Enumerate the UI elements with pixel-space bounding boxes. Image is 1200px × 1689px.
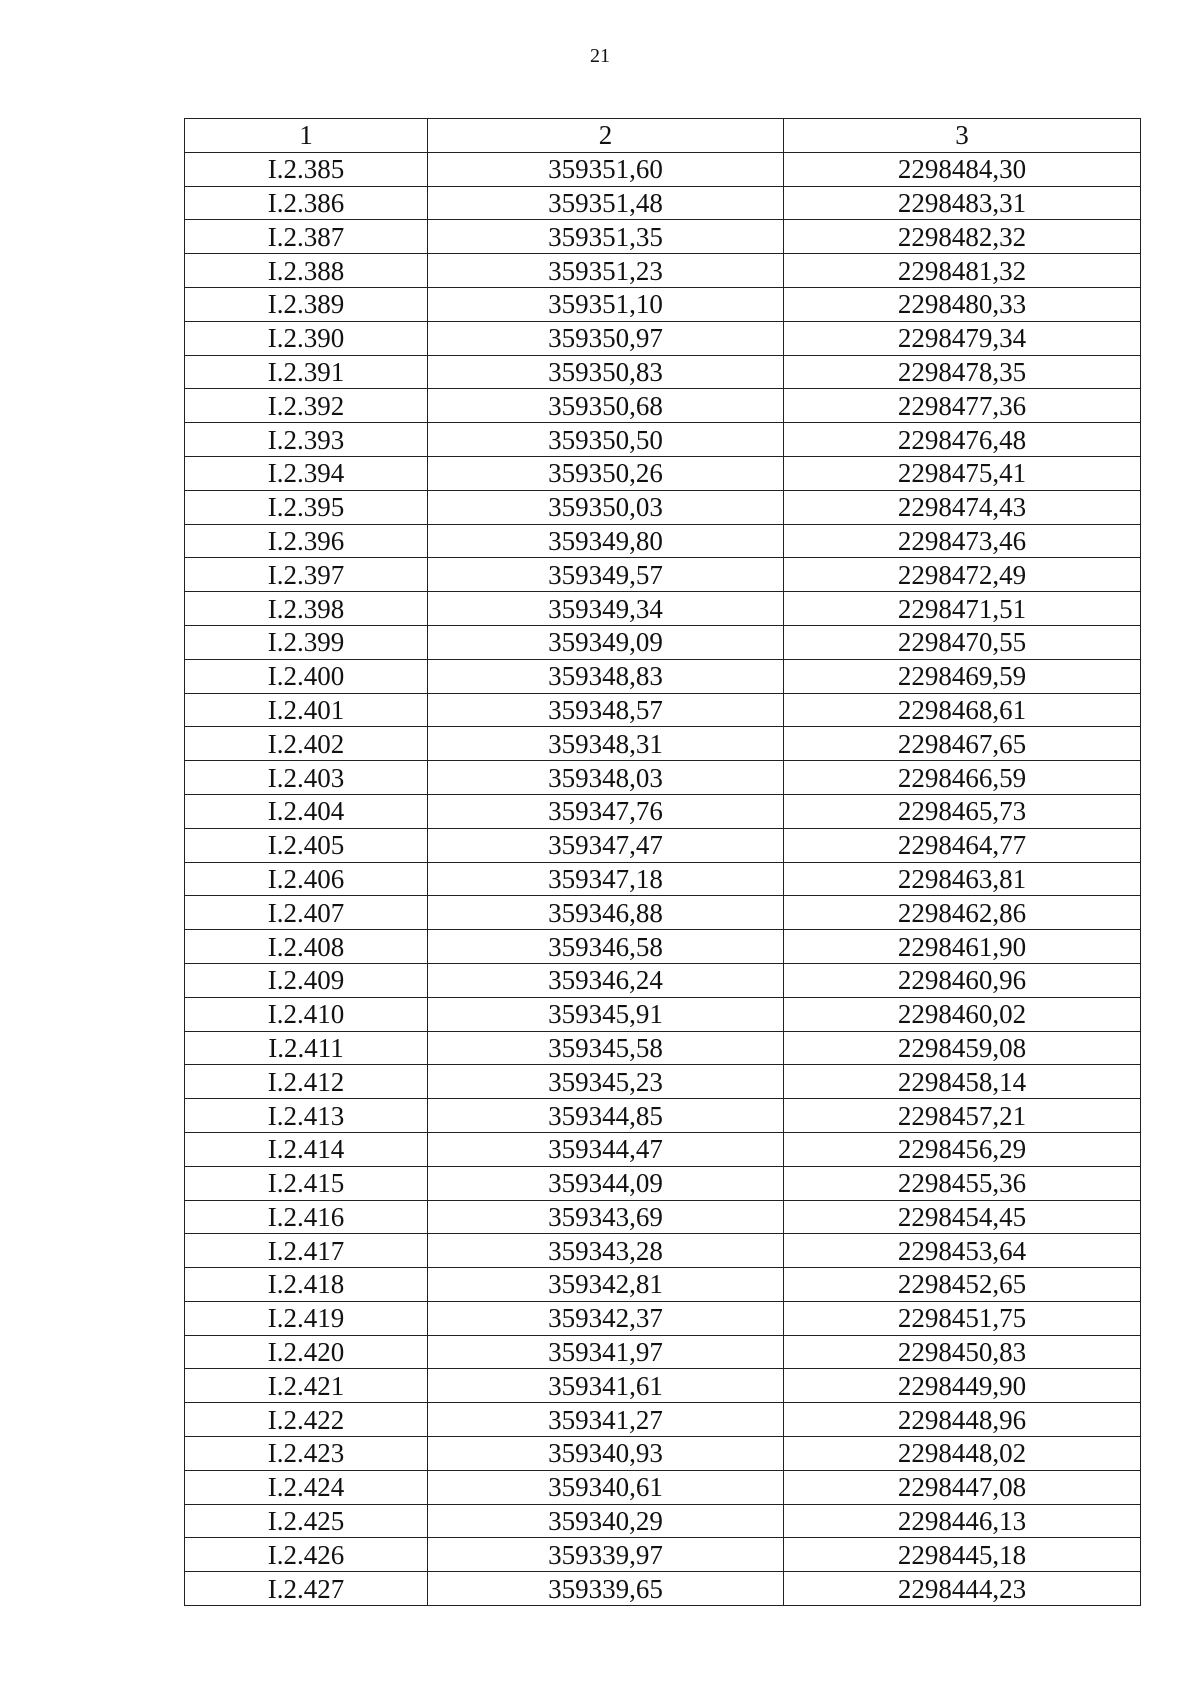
coordinate-x-cell: 359347,18 bbox=[428, 862, 784, 896]
table-row bbox=[185, 592, 1141, 626]
coordinate-y-cell: 2298457,21 bbox=[784, 1099, 1141, 1133]
coordinate-y-cell: 2298480,33 bbox=[784, 287, 1141, 321]
table-row bbox=[185, 456, 1141, 490]
point-id-cell: I.2.409 bbox=[185, 963, 428, 997]
coordinate-y-cell: 2298465,73 bbox=[784, 794, 1141, 828]
point-id-cell: I.2.393 bbox=[185, 423, 428, 457]
point-id-cell: I.2.396 bbox=[185, 524, 428, 558]
table-body bbox=[185, 152, 1141, 1605]
point-id-cell: I.2.390 bbox=[185, 321, 428, 355]
coordinate-x-cell: 359349,80 bbox=[428, 524, 784, 558]
coordinate-y-cell: 2298475,41 bbox=[784, 456, 1141, 490]
coordinate-x-cell: 359343,69 bbox=[428, 1200, 784, 1234]
coordinates-table bbox=[184, 118, 1141, 1606]
table-row bbox=[185, 997, 1141, 1031]
coordinate-x-cell: 359340,61 bbox=[428, 1470, 784, 1504]
table-row bbox=[185, 1166, 1141, 1200]
table-row bbox=[185, 1234, 1141, 1268]
table-row bbox=[185, 693, 1141, 727]
coordinate-x-cell: 359345,58 bbox=[428, 1031, 784, 1065]
coordinate-y-cell: 2298464,77 bbox=[784, 828, 1141, 862]
coordinate-x-cell: 359350,26 bbox=[428, 456, 784, 490]
point-id-cell: I.2.407 bbox=[185, 896, 428, 930]
table-header-row bbox=[185, 119, 1141, 153]
point-id-cell: I.2.421 bbox=[185, 1369, 428, 1403]
table-row bbox=[185, 1504, 1141, 1538]
table-row bbox=[185, 220, 1141, 254]
coordinate-y-cell: 2298445,18 bbox=[784, 1538, 1141, 1572]
point-id-cell: I.2.401 bbox=[185, 693, 428, 727]
coordinate-x-cell: 359349,09 bbox=[428, 625, 784, 659]
point-id-cell: I.2.398 bbox=[185, 592, 428, 626]
coordinate-y-cell: 2298451,75 bbox=[784, 1301, 1141, 1335]
table-row bbox=[185, 659, 1141, 693]
point-id-cell: I.2.392 bbox=[185, 389, 428, 423]
coordinate-y-cell: 2298444,23 bbox=[784, 1572, 1141, 1606]
point-id-cell: I.2.408 bbox=[185, 930, 428, 964]
table-row bbox=[185, 862, 1141, 896]
table-row bbox=[185, 389, 1141, 423]
table-row bbox=[185, 558, 1141, 592]
coordinate-y-cell: 2298471,51 bbox=[784, 592, 1141, 626]
coordinate-y-cell: 2298484,30 bbox=[784, 152, 1141, 186]
coordinate-y-cell: 2298462,86 bbox=[784, 896, 1141, 930]
table-row bbox=[185, 1470, 1141, 1504]
point-id-cell: I.2.403 bbox=[185, 761, 428, 795]
coordinate-y-cell: 2298450,83 bbox=[784, 1335, 1141, 1369]
point-id-cell: I.2.410 bbox=[185, 997, 428, 1031]
coordinate-y-cell: 2298449,90 bbox=[784, 1369, 1141, 1403]
point-id-cell: I.2.419 bbox=[185, 1301, 428, 1335]
coordinate-x-cell: 359341,27 bbox=[428, 1403, 784, 1437]
point-id-cell: I.2.386 bbox=[185, 186, 428, 220]
point-id-cell: I.2.418 bbox=[185, 1268, 428, 1302]
column-header-2: 2 bbox=[428, 119, 784, 153]
table-row bbox=[185, 254, 1141, 288]
point-id-cell: I.2.415 bbox=[185, 1166, 428, 1200]
point-id-cell: I.2.395 bbox=[185, 490, 428, 524]
coordinate-x-cell: 359340,29 bbox=[428, 1504, 784, 1538]
coordinate-y-cell: 2298461,90 bbox=[784, 930, 1141, 964]
table-row bbox=[185, 321, 1141, 355]
table-row bbox=[185, 1538, 1141, 1572]
table-row bbox=[185, 963, 1141, 997]
coordinate-x-cell: 359342,37 bbox=[428, 1301, 784, 1335]
coordinate-x-cell: 359345,91 bbox=[428, 997, 784, 1031]
coordinate-x-cell: 359342,81 bbox=[428, 1268, 784, 1302]
table-row bbox=[185, 1200, 1141, 1234]
coordinate-x-cell: 359349,57 bbox=[428, 558, 784, 592]
coordinate-y-cell: 2298448,02 bbox=[784, 1437, 1141, 1471]
table-row bbox=[185, 896, 1141, 930]
coordinate-y-cell: 2298452,65 bbox=[784, 1268, 1141, 1302]
table-row bbox=[185, 1031, 1141, 1065]
coordinate-y-cell: 2298482,32 bbox=[784, 220, 1141, 254]
coordinate-y-cell: 2298460,02 bbox=[784, 997, 1141, 1031]
point-id-cell: I.2.422 bbox=[185, 1403, 428, 1437]
coordinate-y-cell: 2298481,32 bbox=[784, 254, 1141, 288]
table-row bbox=[185, 1301, 1141, 1335]
coordinate-y-cell: 2298470,55 bbox=[784, 625, 1141, 659]
point-id-cell: I.2.412 bbox=[185, 1065, 428, 1099]
table-row bbox=[185, 727, 1141, 761]
coordinate-x-cell: 359350,83 bbox=[428, 355, 784, 389]
table-row bbox=[185, 1335, 1141, 1369]
coordinate-y-cell: 2298472,49 bbox=[784, 558, 1141, 592]
coordinate-y-cell: 2298473,46 bbox=[784, 524, 1141, 558]
coordinate-x-cell: 359339,97 bbox=[428, 1538, 784, 1572]
table-row bbox=[185, 625, 1141, 659]
table-row bbox=[185, 1437, 1141, 1471]
page-number: 21 bbox=[590, 45, 610, 67]
coordinate-y-cell: 2298460,96 bbox=[784, 963, 1141, 997]
table-row bbox=[185, 186, 1141, 220]
coordinate-y-cell: 2298458,14 bbox=[784, 1065, 1141, 1099]
coordinate-x-cell: 359347,47 bbox=[428, 828, 784, 862]
point-id-cell: I.2.385 bbox=[185, 152, 428, 186]
coordinate-x-cell: 359344,09 bbox=[428, 1166, 784, 1200]
point-id-cell: I.2.387 bbox=[185, 220, 428, 254]
coordinate-y-cell: 2298476,48 bbox=[784, 423, 1141, 457]
point-id-cell: I.2.405 bbox=[185, 828, 428, 862]
point-id-cell: I.2.399 bbox=[185, 625, 428, 659]
table-row bbox=[185, 1132, 1141, 1166]
point-id-cell: I.2.391 bbox=[185, 355, 428, 389]
coordinate-x-cell: 359351,48 bbox=[428, 186, 784, 220]
table-row bbox=[185, 930, 1141, 964]
coordinate-x-cell: 359346,24 bbox=[428, 963, 784, 997]
coordinate-x-cell: 359348,03 bbox=[428, 761, 784, 795]
coordinate-x-cell: 359350,50 bbox=[428, 423, 784, 457]
point-id-cell: I.2.389 bbox=[185, 287, 428, 321]
coordinate-x-cell: 359351,35 bbox=[428, 220, 784, 254]
coordinate-x-cell: 359343,28 bbox=[428, 1234, 784, 1268]
point-id-cell: I.2.406 bbox=[185, 862, 428, 896]
point-id-cell: I.2.416 bbox=[185, 1200, 428, 1234]
point-id-cell: I.2.413 bbox=[185, 1099, 428, 1133]
table-row bbox=[185, 355, 1141, 389]
table-row bbox=[185, 828, 1141, 862]
table-row bbox=[185, 1572, 1141, 1606]
column-header-3: 3 bbox=[784, 119, 1141, 153]
coordinate-y-cell: 2298478,35 bbox=[784, 355, 1141, 389]
coordinate-x-cell: 359344,47 bbox=[428, 1132, 784, 1166]
coordinate-y-cell: 2298479,34 bbox=[784, 321, 1141, 355]
table-row bbox=[185, 1403, 1141, 1437]
table-row bbox=[185, 1268, 1141, 1302]
coordinate-y-cell: 2298467,65 bbox=[784, 727, 1141, 761]
column-header-1: 1 bbox=[185, 119, 428, 153]
point-id-cell: I.2.420 bbox=[185, 1335, 428, 1369]
coordinate-x-cell: 359347,76 bbox=[428, 794, 784, 828]
point-id-cell: I.2.400 bbox=[185, 659, 428, 693]
point-id-cell: I.2.426 bbox=[185, 1538, 428, 1572]
point-id-cell: I.2.425 bbox=[185, 1504, 428, 1538]
point-id-cell: I.2.423 bbox=[185, 1437, 428, 1471]
coordinate-y-cell: 2298456,29 bbox=[784, 1132, 1141, 1166]
coordinate-x-cell: 359341,97 bbox=[428, 1335, 784, 1369]
coordinate-y-cell: 2298455,36 bbox=[784, 1166, 1141, 1200]
table-row bbox=[185, 287, 1141, 321]
point-id-cell: I.2.402 bbox=[185, 727, 428, 761]
coordinate-x-cell: 359349,34 bbox=[428, 592, 784, 626]
coordinate-y-cell: 2298459,08 bbox=[784, 1031, 1141, 1065]
coordinate-y-cell: 2298447,08 bbox=[784, 1470, 1141, 1504]
coordinate-y-cell: 2298477,36 bbox=[784, 389, 1141, 423]
point-id-cell: I.2.411 bbox=[185, 1031, 428, 1065]
point-id-cell: I.2.388 bbox=[185, 254, 428, 288]
table-row bbox=[185, 1099, 1141, 1133]
coordinate-x-cell: 359344,85 bbox=[428, 1099, 784, 1133]
table-row bbox=[185, 1369, 1141, 1403]
coordinate-y-cell: 2298454,45 bbox=[784, 1200, 1141, 1234]
coordinate-x-cell: 359346,58 bbox=[428, 930, 784, 964]
coordinate-x-cell: 359339,65 bbox=[428, 1572, 784, 1606]
table-row bbox=[185, 490, 1141, 524]
table-row bbox=[185, 761, 1141, 795]
table-row bbox=[185, 1065, 1141, 1099]
coordinate-y-cell: 2298446,13 bbox=[784, 1504, 1141, 1538]
table-row bbox=[185, 524, 1141, 558]
coordinate-x-cell: 359350,97 bbox=[428, 321, 784, 355]
table-row bbox=[185, 794, 1141, 828]
table-row bbox=[185, 423, 1141, 457]
coordinate-x-cell: 359351,23 bbox=[428, 254, 784, 288]
coordinate-x-cell: 359345,23 bbox=[428, 1065, 784, 1099]
coordinate-y-cell: 2298474,43 bbox=[784, 490, 1141, 524]
coordinate-y-cell: 2298453,64 bbox=[784, 1234, 1141, 1268]
coordinate-y-cell: 2298469,59 bbox=[784, 659, 1141, 693]
point-id-cell: I.2.394 bbox=[185, 456, 428, 490]
table-row bbox=[185, 152, 1141, 186]
coordinate-y-cell: 2298448,96 bbox=[784, 1403, 1141, 1437]
coordinate-x-cell: 359348,31 bbox=[428, 727, 784, 761]
point-id-cell: I.2.414 bbox=[185, 1132, 428, 1166]
coordinate-x-cell: 359348,57 bbox=[428, 693, 784, 727]
coordinate-y-cell: 2298468,61 bbox=[784, 693, 1141, 727]
coordinate-x-cell: 359351,60 bbox=[428, 152, 784, 186]
point-id-cell: I.2.424 bbox=[185, 1470, 428, 1504]
coordinate-x-cell: 359350,03 bbox=[428, 490, 784, 524]
coordinate-y-cell: 2298466,59 bbox=[784, 761, 1141, 795]
coordinate-y-cell: 2298483,31 bbox=[784, 186, 1141, 220]
coordinate-x-cell: 359340,93 bbox=[428, 1437, 784, 1471]
coordinate-x-cell: 359348,83 bbox=[428, 659, 784, 693]
point-id-cell: I.2.404 bbox=[185, 794, 428, 828]
coordinate-x-cell: 359350,68 bbox=[428, 389, 784, 423]
point-id-cell: I.2.417 bbox=[185, 1234, 428, 1268]
point-id-cell: I.2.397 bbox=[185, 558, 428, 592]
coordinate-x-cell: 359351,10 bbox=[428, 287, 784, 321]
coordinate-y-cell: 2298463,81 bbox=[784, 862, 1141, 896]
coordinate-x-cell: 359346,88 bbox=[428, 896, 784, 930]
coordinate-x-cell: 359341,61 bbox=[428, 1369, 784, 1403]
point-id-cell: I.2.427 bbox=[185, 1572, 428, 1606]
